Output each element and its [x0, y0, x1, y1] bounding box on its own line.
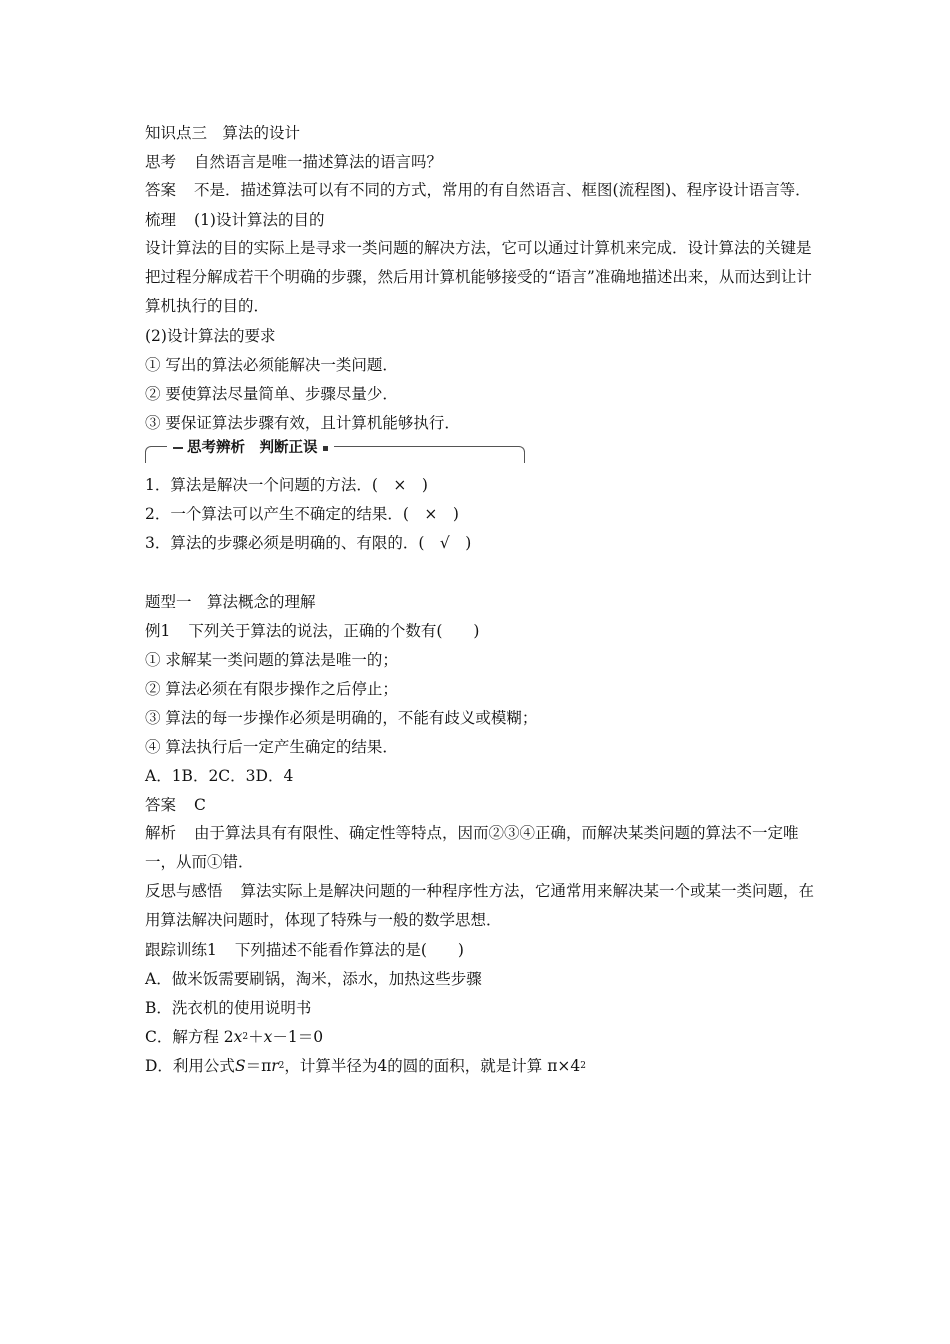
practice-text: 下列描述不能看作算法的是( )	[234, 940, 464, 959]
judgment-item: 3．算法的步骤必须是明确的、有限的．( √ )	[145, 533, 472, 552]
banner-title: 思考辨析 判断正误	[167, 438, 334, 458]
requirement-item: ① 写出的算法必须能解决一类问题．	[145, 355, 398, 374]
practice-question	[145, 935, 815, 964]
purpose-paragraph: 设计算法的目的实际上是寻求一类问题的解决方法，它可以通过计算机来完成．设计算法的关键是把过程分解成若干个明确的步骤，然后用计算机能够接受的“语言”准确地描述出来，从而达到让计算机执行的目的．	[145, 239, 812, 315]
reflection-text: 算法实际上是解决问题的一种程序性方法，它通常用来解决某一个或某一类问题，在用算法解决问题时，体现了特殊与一般的数学思想．	[145, 882, 815, 929]
analysis-text: 由于算法具有有限性、确定性等特点，因而②③④正确，而解决某类问题的算法不一定唯一，从而①错．	[145, 824, 799, 871]
requirement-item: ② 要使算法尽量简单、步骤尽量少．	[145, 384, 398, 403]
banner-dot-icon	[323, 446, 328, 451]
example-options: A．1B．2C．3D．4	[145, 766, 294, 785]
example-text: 下列关于算法的说法，正确的个数有( )	[188, 621, 480, 640]
example-label: 例1	[145, 621, 171, 640]
example-item: ② 算法必须在有限步操作之后停止；	[145, 679, 398, 698]
judgment-item: 1．算法是解决一个问题的方法．( × )	[145, 475, 428, 494]
example-item: ① 求解某一类问题的算法是唯一的；	[145, 650, 398, 669]
practice-option-b: B．洗衣机的使用说明书	[145, 998, 312, 1017]
reflection-label: 反思与感悟	[145, 882, 223, 900]
example-item: ④ 算法执行后一定产生确定的结果．	[145, 737, 398, 756]
reflection-paragraph	[145, 877, 815, 935]
practice-option-d: D．利用公式 S ＝π r 2 ，计算半径为4的圆的面积，就是计算 π×4 2	[145, 1056, 586, 1075]
think-question	[145, 147, 815, 176]
practice-label: 跟踪训练1	[145, 940, 217, 959]
example-item: ③ 算法的每一步操作必须是明确的，不能有歧义或模糊；	[145, 708, 538, 727]
answer-value: C	[194, 795, 206, 814]
section-heading: 知识点三 算法的设计	[145, 123, 301, 142]
type-heading: 题型一 算法概念的理解	[145, 592, 316, 611]
think-label: 思考	[145, 152, 177, 171]
practice-option-c: C．解方程 2 x 2 ＋ x －1＝0	[145, 1027, 324, 1046]
example-question	[145, 616, 815, 645]
document-page	[145, 118, 815, 1080]
practice-option-a: A．做米饭需要刷锅，淘米，添水，加热这些步骤	[145, 969, 482, 988]
analysis-paragraph	[145, 819, 815, 877]
sort-label: 梳理	[145, 210, 177, 229]
answer-text: 不是．描述算法可以有不同的方式，常用的有自然语言、框图(流程图)、程序设计语言等．	[194, 181, 811, 199]
analysis-label: 解析	[145, 824, 177, 842]
sort-item1: (1)设计算法的目的	[194, 210, 325, 229]
sort-line	[145, 205, 815, 234]
answer-paragraph	[145, 176, 815, 205]
banner-dash-icon	[173, 447, 183, 449]
answer-label: 答案	[145, 795, 177, 814]
think-text: 自然语言是唯一描述算法的语言吗？	[194, 152, 443, 171]
requirements-title: (2)设计算法的要求	[145, 326, 276, 345]
answer-label: 答案	[145, 181, 177, 199]
judgment-banner	[145, 440, 815, 470]
requirement-item: ③ 要保证算法步骤有效，且计算机能够执行．	[145, 413, 460, 432]
example-answer	[145, 790, 815, 819]
judgment-item: 2．一个算法可以产生不确定的结果．( × )	[145, 504, 459, 523]
